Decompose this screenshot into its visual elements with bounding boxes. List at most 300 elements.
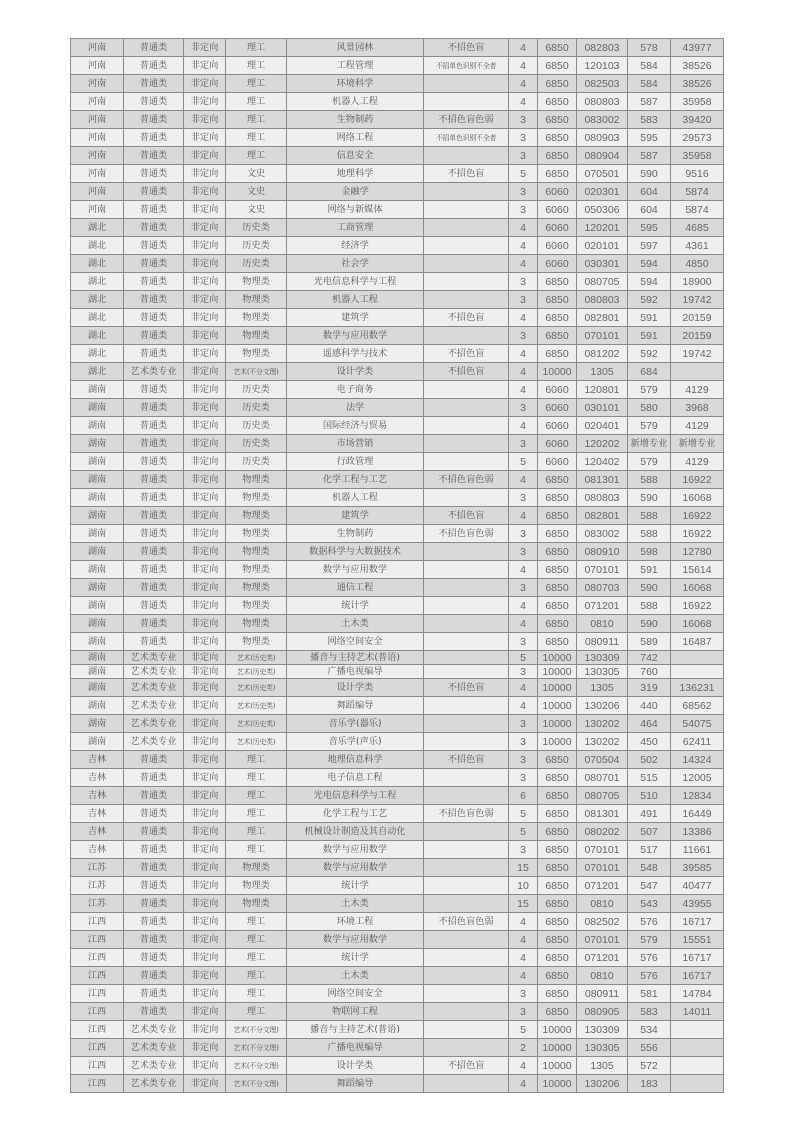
min-score-cell: 578 — [628, 39, 671, 57]
category-cell: 普通类 — [124, 787, 184, 805]
duration-cell: 4 — [509, 949, 538, 967]
subject-type-cell: 艺术(不分文理) — [226, 1075, 287, 1093]
category-cell: 艺术类专业 — [124, 1039, 184, 1057]
restriction-cell — [424, 769, 509, 787]
category-cell: 普通类 — [124, 633, 184, 651]
orientation-cell: 非定向 — [184, 561, 226, 579]
category-cell: 普通类 — [124, 471, 184, 489]
major-cell: 网络与新媒体 — [287, 201, 424, 219]
subject-type-cell: 理工 — [226, 75, 287, 93]
major-cell: 建筑学 — [287, 507, 424, 525]
orientation-cell: 非定向 — [184, 237, 226, 255]
duration-cell: 3 — [509, 751, 538, 769]
table-row — [71, 507, 724, 525]
duration-cell: 4 — [509, 507, 538, 525]
subject-type-cell: 文史 — [226, 201, 287, 219]
major-cell: 数学与应用数学 — [287, 327, 424, 345]
duration-cell: 4 — [509, 363, 538, 381]
min-rank-cell: 14011 — [671, 1003, 724, 1021]
orientation-cell: 非定向 — [184, 913, 226, 931]
duration-cell: 3 — [509, 769, 538, 787]
major-code-cell: 071201 — [577, 949, 628, 967]
major-code-cell: 081202 — [577, 345, 628, 363]
category-cell: 普通类 — [124, 525, 184, 543]
min-rank-cell — [671, 1039, 724, 1057]
tuition-cell: 6850 — [538, 769, 577, 787]
category-cell: 艺术类专业 — [124, 697, 184, 715]
province-cell: 湖北 — [71, 345, 124, 363]
tuition-cell: 6850 — [538, 489, 577, 507]
table-row — [71, 985, 724, 1003]
major-cell: 舞蹈编导 — [287, 697, 424, 715]
major-cell: 数学与应用数学 — [287, 931, 424, 949]
major-cell: 社会学 — [287, 255, 424, 273]
orientation-cell: 非定向 — [184, 147, 226, 165]
table-row — [71, 931, 724, 949]
category-cell: 艺术类专业 — [124, 715, 184, 733]
major-cell: 遥感科学与技术 — [287, 345, 424, 363]
restriction-cell — [424, 985, 509, 1003]
tuition-cell: 6060 — [538, 237, 577, 255]
major-cell: 土木类 — [287, 967, 424, 985]
restriction-cell — [424, 435, 509, 453]
orientation-cell: 非定向 — [184, 507, 226, 525]
table-row — [71, 273, 724, 291]
subject-type-cell: 物理类 — [226, 327, 287, 345]
category-cell: 普通类 — [124, 291, 184, 309]
province-cell: 湖南 — [71, 507, 124, 525]
min-score-cell: 510 — [628, 787, 671, 805]
duration-cell: 5 — [509, 165, 538, 183]
orientation-cell: 非定向 — [184, 859, 226, 877]
duration-cell: 4 — [509, 309, 538, 327]
min-rank-cell: 9516 — [671, 165, 724, 183]
category-cell: 普通类 — [124, 201, 184, 219]
province-cell: 湖南 — [71, 733, 124, 751]
orientation-cell: 非定向 — [184, 895, 226, 913]
category-cell: 艺术类专业 — [124, 651, 184, 665]
major-cell: 电子商务 — [287, 381, 424, 399]
major-code-cell: 030301 — [577, 255, 628, 273]
major-code-cell: 130305 — [577, 665, 628, 679]
duration-cell: 3 — [509, 291, 538, 309]
category-cell: 普通类 — [124, 985, 184, 1003]
restriction-cell — [424, 327, 509, 345]
min-rank-cell: 136231 — [671, 679, 724, 697]
min-score-cell: 579 — [628, 381, 671, 399]
min-rank-cell: 16068 — [671, 579, 724, 597]
table-row — [71, 291, 724, 309]
table-row — [71, 93, 724, 111]
table-row — [71, 471, 724, 489]
major-cell: 广播电视编导 — [287, 1039, 424, 1057]
subject-type-cell: 历史类 — [226, 435, 287, 453]
min-score-cell: 556 — [628, 1039, 671, 1057]
orientation-cell: 非定向 — [184, 967, 226, 985]
tuition-cell: 6850 — [538, 111, 577, 129]
table-row — [71, 525, 724, 543]
duration-cell: 5 — [509, 651, 538, 665]
major-cell: 数学与应用数学 — [287, 841, 424, 859]
restriction-cell — [424, 1021, 509, 1039]
province-cell: 江西 — [71, 1057, 124, 1075]
tuition-cell: 10000 — [538, 1057, 577, 1075]
min-score-cell: 579 — [628, 931, 671, 949]
min-score-cell: 450 — [628, 733, 671, 751]
category-cell: 艺术类专业 — [124, 665, 184, 679]
province-cell: 江苏 — [71, 895, 124, 913]
min-rank-cell: 13386 — [671, 823, 724, 841]
min-score-cell: 591 — [628, 309, 671, 327]
tuition-cell: 6850 — [538, 877, 577, 895]
major-code-cell: 080705 — [577, 787, 628, 805]
restriction-cell — [424, 543, 509, 561]
subject-type-cell: 艺术(历史类) — [226, 665, 287, 679]
province-cell: 江苏 — [71, 859, 124, 877]
duration-cell: 4 — [509, 615, 538, 633]
tuition-cell: 6850 — [538, 949, 577, 967]
duration-cell: 4 — [509, 75, 538, 93]
restriction-cell — [424, 665, 509, 679]
province-cell: 湖北 — [71, 273, 124, 291]
major-code-cell: 082801 — [577, 507, 628, 525]
orientation-cell: 非定向 — [184, 57, 226, 75]
major-cell: 市场营销 — [287, 435, 424, 453]
table-body — [71, 39, 724, 1093]
table-row — [71, 219, 724, 237]
major-code-cell: 050306 — [577, 201, 628, 219]
category-cell: 普通类 — [124, 57, 184, 75]
major-code-cell: 120202 — [577, 435, 628, 453]
major-cell: 机器人工程 — [287, 291, 424, 309]
province-cell: 吉林 — [71, 769, 124, 787]
category-cell: 普通类 — [124, 805, 184, 823]
min-rank-cell: 15551 — [671, 931, 724, 949]
orientation-cell: 非定向 — [184, 363, 226, 381]
category-cell: 艺术类专业 — [124, 1021, 184, 1039]
duration-cell: 3 — [509, 543, 538, 561]
duration-cell: 3 — [509, 525, 538, 543]
orientation-cell: 非定向 — [184, 679, 226, 697]
province-cell: 湖南 — [71, 633, 124, 651]
province-cell: 湖南 — [71, 399, 124, 417]
restriction-cell — [424, 841, 509, 859]
province-cell: 湖南 — [71, 453, 124, 471]
orientation-cell: 非定向 — [184, 1057, 226, 1075]
table-row — [71, 201, 724, 219]
category-cell: 普通类 — [124, 913, 184, 931]
category-cell: 普通类 — [124, 345, 184, 363]
tuition-cell: 6060 — [538, 183, 577, 201]
orientation-cell: 非定向 — [184, 291, 226, 309]
min-rank-cell: 39420 — [671, 111, 724, 129]
restriction-cell — [424, 579, 509, 597]
major-code-cell: 0810 — [577, 615, 628, 633]
restriction-cell: 不招单色识别不全者 — [424, 57, 509, 75]
tuition-cell: 6060 — [538, 399, 577, 417]
category-cell: 普通类 — [124, 895, 184, 913]
duration-cell: 3 — [509, 1003, 538, 1021]
major-cell: 环境工程 — [287, 913, 424, 931]
min-rank-cell: 12780 — [671, 543, 724, 561]
duration-cell: 4 — [509, 1075, 538, 1093]
min-rank-cell: 43977 — [671, 39, 724, 57]
restriction-cell — [424, 93, 509, 111]
table-row — [71, 255, 724, 273]
table-row — [71, 111, 724, 129]
min-rank-cell: 16487 — [671, 633, 724, 651]
tuition-cell: 6850 — [538, 75, 577, 93]
duration-cell: 4 — [509, 255, 538, 273]
category-cell: 普通类 — [124, 255, 184, 273]
major-cell: 地理科学 — [287, 165, 424, 183]
category-cell: 普通类 — [124, 219, 184, 237]
province-cell: 河南 — [71, 129, 124, 147]
min-rank-cell: 35958 — [671, 93, 724, 111]
category-cell: 普通类 — [124, 39, 184, 57]
category-cell: 普通类 — [124, 489, 184, 507]
orientation-cell: 非定向 — [184, 381, 226, 399]
restriction-cell — [424, 877, 509, 895]
tuition-cell: 6850 — [538, 859, 577, 877]
major-cell: 行政管理 — [287, 453, 424, 471]
duration-cell: 2 — [509, 1039, 538, 1057]
restriction-cell — [424, 453, 509, 471]
min-rank-cell: 39585 — [671, 859, 724, 877]
province-cell: 吉林 — [71, 823, 124, 841]
table-row — [71, 561, 724, 579]
restriction-cell — [424, 201, 509, 219]
tuition-cell: 6850 — [538, 327, 577, 345]
table-row — [71, 895, 724, 913]
min-rank-cell: 15614 — [671, 561, 724, 579]
province-cell: 湖南 — [71, 697, 124, 715]
category-cell: 普通类 — [124, 579, 184, 597]
table-row — [71, 769, 724, 787]
restriction-cell — [424, 733, 509, 751]
orientation-cell: 非定向 — [184, 1075, 226, 1093]
major-cell: 网络空间安全 — [287, 985, 424, 1003]
major-cell: 数据科学与大数据技术 — [287, 543, 424, 561]
restriction-cell: 不招色盲 — [424, 507, 509, 525]
category-cell: 普通类 — [124, 543, 184, 561]
min-score-cell: 581 — [628, 985, 671, 1003]
subject-type-cell: 艺术(历史类) — [226, 733, 287, 751]
major-cell: 工商管理 — [287, 219, 424, 237]
orientation-cell: 非定向 — [184, 111, 226, 129]
category-cell: 普通类 — [124, 769, 184, 787]
min-score-cell: 584 — [628, 75, 671, 93]
major-cell: 生物制药 — [287, 111, 424, 129]
min-rank-cell: 35958 — [671, 147, 724, 165]
subject-type-cell: 历史类 — [226, 453, 287, 471]
duration-cell: 4 — [509, 697, 538, 715]
province-cell: 河南 — [71, 39, 124, 57]
duration-cell: 4 — [509, 39, 538, 57]
tuition-cell: 6060 — [538, 435, 577, 453]
orientation-cell: 非定向 — [184, 417, 226, 435]
province-cell: 河南 — [71, 147, 124, 165]
min-score-cell: 543 — [628, 895, 671, 913]
major-code-cell: 083002 — [577, 525, 628, 543]
min-score-cell: 742 — [628, 651, 671, 665]
min-score-cell: 183 — [628, 1075, 671, 1093]
category-cell: 艺术类专业 — [124, 1057, 184, 1075]
min-rank-cell: 16717 — [671, 967, 724, 985]
category-cell: 普通类 — [124, 93, 184, 111]
subject-type-cell: 理工 — [226, 111, 287, 129]
duration-cell: 3 — [509, 489, 538, 507]
restriction-cell — [424, 219, 509, 237]
restriction-cell — [424, 291, 509, 309]
major-cell: 广播电视编导 — [287, 665, 424, 679]
min-rank-cell: 16922 — [671, 525, 724, 543]
orientation-cell: 非定向 — [184, 309, 226, 327]
duration-cell: 3 — [509, 273, 538, 291]
table-row — [71, 1075, 724, 1093]
orientation-cell: 非定向 — [184, 985, 226, 1003]
major-cell: 法学 — [287, 399, 424, 417]
min-rank-cell: 新增专业 — [671, 435, 724, 453]
restriction-cell — [424, 787, 509, 805]
duration-cell: 3 — [509, 111, 538, 129]
restriction-cell — [424, 697, 509, 715]
min-rank-cell: 38526 — [671, 75, 724, 93]
tuition-cell: 6060 — [538, 381, 577, 399]
subject-type-cell: 物理类 — [226, 525, 287, 543]
min-score-cell: 579 — [628, 453, 671, 471]
duration-cell: 15 — [509, 859, 538, 877]
min-rank-cell: 20159 — [671, 327, 724, 345]
subject-type-cell: 物理类 — [226, 507, 287, 525]
major-code-cell: 081301 — [577, 805, 628, 823]
duration-cell: 3 — [509, 715, 538, 733]
min-score-cell: 598 — [628, 543, 671, 561]
table-row — [71, 679, 724, 697]
category-cell: 普通类 — [124, 399, 184, 417]
table-row — [71, 633, 724, 651]
orientation-cell: 非定向 — [184, 931, 226, 949]
admissions-table — [70, 38, 724, 1093]
duration-cell: 4 — [509, 345, 538, 363]
duration-cell: 3 — [509, 733, 538, 751]
category-cell: 普通类 — [124, 417, 184, 435]
subject-type-cell: 理工 — [226, 93, 287, 111]
major-code-cell: 1305 — [577, 679, 628, 697]
subject-type-cell: 历史类 — [226, 219, 287, 237]
restriction-cell — [424, 1003, 509, 1021]
tuition-cell: 6850 — [538, 291, 577, 309]
duration-cell: 3 — [509, 399, 538, 417]
major-code-cell: 080803 — [577, 291, 628, 309]
min-score-cell: 590 — [628, 165, 671, 183]
tuition-cell: 6850 — [538, 579, 577, 597]
subject-type-cell: 物理类 — [226, 633, 287, 651]
restriction-cell: 不招色盲 — [424, 751, 509, 769]
major-cell: 工程管理 — [287, 57, 424, 75]
tuition-cell: 10000 — [538, 1039, 577, 1057]
province-cell: 河南 — [71, 165, 124, 183]
subject-type-cell: 理工 — [226, 787, 287, 805]
duration-cell: 5 — [509, 453, 538, 471]
province-cell: 湖南 — [71, 417, 124, 435]
subject-type-cell: 物理类 — [226, 471, 287, 489]
restriction-cell — [424, 895, 509, 913]
tuition-cell: 6850 — [538, 823, 577, 841]
major-cell: 机器人工程 — [287, 489, 424, 507]
table-row — [71, 651, 724, 665]
min-rank-cell: 4129 — [671, 417, 724, 435]
major-code-cell: 070101 — [577, 931, 628, 949]
min-rank-cell: 5874 — [671, 201, 724, 219]
duration-cell: 3 — [509, 183, 538, 201]
table-row — [71, 543, 724, 561]
category-cell: 普通类 — [124, 75, 184, 93]
min-score-cell: 507 — [628, 823, 671, 841]
category-cell: 普通类 — [124, 561, 184, 579]
duration-cell: 4 — [509, 597, 538, 615]
major-cell: 经济学 — [287, 237, 424, 255]
restriction-cell — [424, 237, 509, 255]
restriction-cell: 不招色盲 — [424, 345, 509, 363]
table-row — [71, 1039, 724, 1057]
province-cell: 湖南 — [71, 489, 124, 507]
major-code-cell: 070501 — [577, 165, 628, 183]
subject-type-cell: 理工 — [226, 147, 287, 165]
min-rank-cell — [671, 1057, 724, 1075]
orientation-cell: 非定向 — [184, 651, 226, 665]
province-cell: 江西 — [71, 1003, 124, 1021]
subject-type-cell: 理工 — [226, 985, 287, 1003]
restriction-cell — [424, 183, 509, 201]
orientation-cell: 非定向 — [184, 823, 226, 841]
table-row — [71, 841, 724, 859]
subject-type-cell: 理工 — [226, 805, 287, 823]
orientation-cell: 非定向 — [184, 219, 226, 237]
major-cell: 通信工程 — [287, 579, 424, 597]
min-score-cell: 594 — [628, 255, 671, 273]
duration-cell: 10 — [509, 877, 538, 895]
major-cell: 播音与主持艺术(普语) — [287, 1021, 424, 1039]
major-cell: 地理信息科学 — [287, 751, 424, 769]
min-score-cell: 新增专业 — [628, 435, 671, 453]
major-cell: 光电信息科学与工程 — [287, 273, 424, 291]
major-cell: 播音与主持艺术(普语) — [287, 651, 424, 665]
major-code-cell: 070504 — [577, 751, 628, 769]
orientation-cell: 非定向 — [184, 751, 226, 769]
min-score-cell: 588 — [628, 507, 671, 525]
major-code-cell: 070101 — [577, 561, 628, 579]
duration-cell: 3 — [509, 985, 538, 1003]
major-code-cell: 080910 — [577, 543, 628, 561]
category-cell: 普通类 — [124, 949, 184, 967]
orientation-cell: 非定向 — [184, 697, 226, 715]
table-row — [71, 57, 724, 75]
category-cell: 普通类 — [124, 931, 184, 949]
major-code-cell: 030101 — [577, 399, 628, 417]
major-cell: 数学与应用数学 — [287, 561, 424, 579]
orientation-cell: 非定向 — [184, 877, 226, 895]
duration-cell: 6 — [509, 787, 538, 805]
min-rank-cell: 12005 — [671, 769, 724, 787]
min-score-cell: 590 — [628, 579, 671, 597]
category-cell: 普通类 — [124, 309, 184, 327]
restriction-cell: 不招色盲色弱 — [424, 913, 509, 931]
min-rank-cell: 14784 — [671, 985, 724, 1003]
major-cell: 风景园林 — [287, 39, 424, 57]
table-row — [71, 327, 724, 345]
province-cell: 江西 — [71, 1039, 124, 1057]
